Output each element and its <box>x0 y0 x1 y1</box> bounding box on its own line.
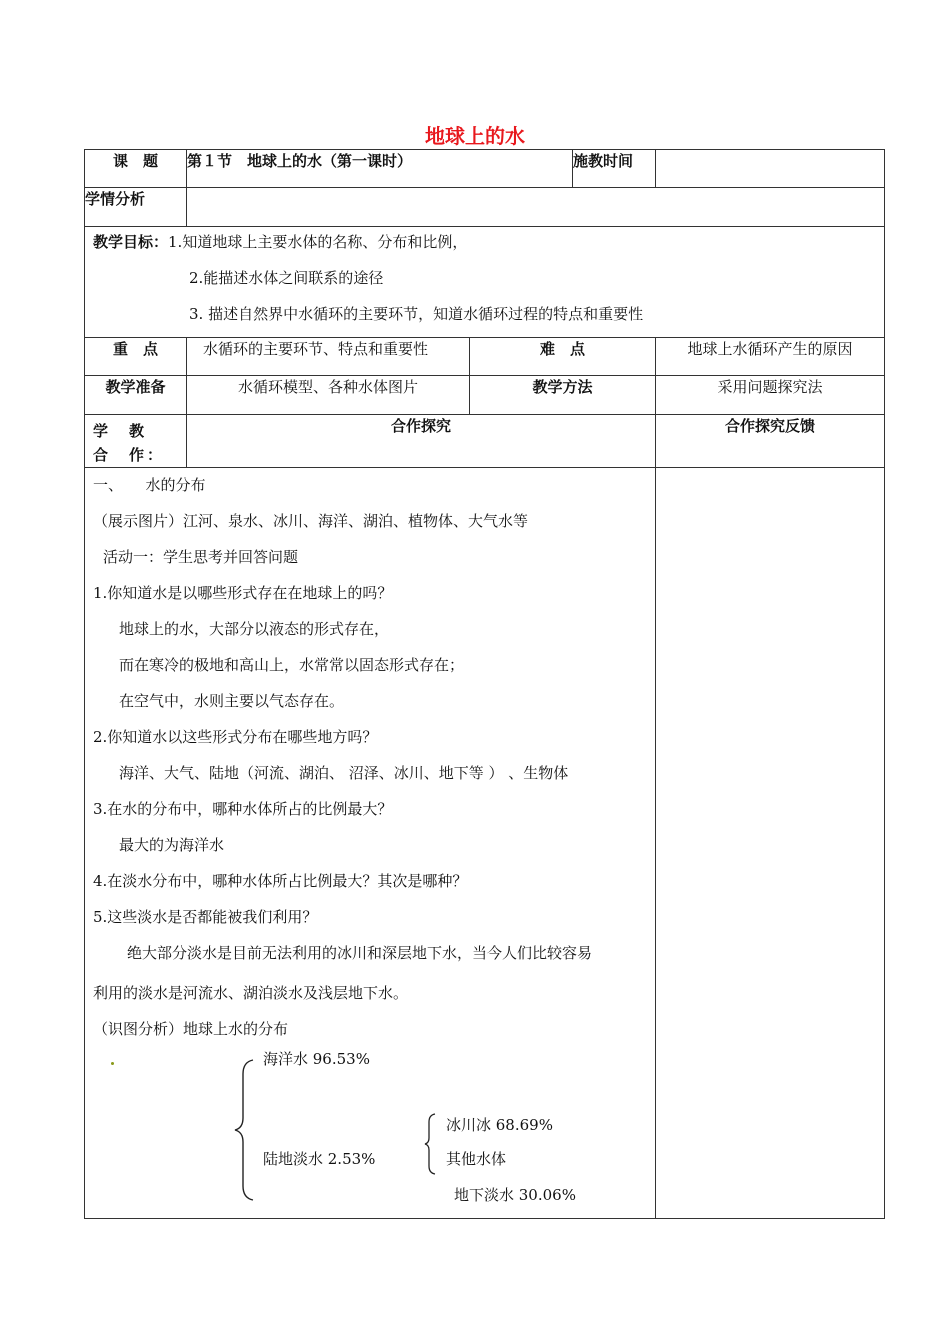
difficulty-value: 地球上水循环产生的原因 <box>656 338 885 376</box>
col-left-header: 学 教 合 作： <box>85 415 187 468</box>
content-line: 绝大部分淡水是目前无法利用的冰川和深层地下水，当今人们比较容易 <box>127 944 593 962</box>
method-value: 采用问题探究法 <box>656 376 885 415</box>
content-line: 地球上的水，大部分以液态的形式存在， <box>119 620 390 638</box>
col-middle-header: 合作探究 <box>187 415 656 468</box>
other-water-label: 其他水体 <box>446 1150 507 1168</box>
page-title: 地球上的水 <box>425 124 525 148</box>
question-3: 3.在水的分布中，哪种水体所占的比例最大？ <box>93 800 393 818</box>
goals-cell <box>85 227 885 338</box>
content-cell <box>85 468 656 1219</box>
analysis-label: 学情分析 <box>85 188 187 227</box>
question-1: 1.你知道水是以哪些形式存在在地球上的吗？ <box>93 584 393 602</box>
diagram-caption: （识图分析）地球上水的分布 <box>93 1020 289 1038</box>
topic-value: 第１节 地球上的水（第一课时） <box>187 150 573 188</box>
content-line: 利用的淡水是河流水、湖泊淡水及浅层地下水。 <box>93 984 409 1002</box>
small-brace-icon <box>423 1112 437 1176</box>
question-4: 4.在淡水分布中，哪种水体所占比例最大？其次是哪种？ <box>93 872 468 890</box>
row-analysis <box>85 188 885 227</box>
topic-label: 课 题 <box>85 150 187 188</box>
question-5: 5.这些淡水是否都能被我们利用？ <box>93 908 318 926</box>
key-point-label: 重 点 <box>85 338 187 376</box>
glacier-label: 冰川冰 68.69% <box>446 1116 553 1134</box>
content-line: 在空气中，水则主要以气态存在。 <box>119 692 345 710</box>
time-label: 施教时间 <box>573 150 656 188</box>
prep-label: 教学准备 <box>85 376 187 415</box>
content-line: 而在寒冷的极地和高山上，水常常以固态形式存在； <box>119 656 465 674</box>
bullet-mark <box>111 1062 114 1065</box>
section-heading: 一、 水的分布 <box>93 476 206 494</box>
time-value <box>656 150 885 188</box>
left-brace-icon <box>233 1058 255 1202</box>
row-goals <box>85 227 885 338</box>
prep-value: 水循环模型、各种水体图片 <box>187 376 470 415</box>
goals-label: 教学目标： <box>93 233 169 251</box>
content-line: （展示图片）江河、泉水、冰川、海洋、湖泊、植物体、大气水等 <box>93 512 529 530</box>
question-2: 2.你知道水以这些形式分布在哪些地方吗？ <box>93 728 378 746</box>
content-line: 最大的为海洋水 <box>119 836 225 854</box>
row-topic <box>85 150 885 188</box>
row-focus <box>85 338 885 376</box>
row-columns <box>85 415 885 468</box>
method-label: 教学方法 <box>470 376 656 415</box>
row-content <box>85 468 885 1219</box>
lesson-plan-table <box>84 149 885 1219</box>
land-freshwater-label: 陆地淡水 2.53% <box>263 1150 376 1168</box>
row-prep <box>85 376 885 415</box>
difficulty-label: 难 点 <box>470 338 656 376</box>
content-line: 海洋、大气、陆地（河流、湖泊、 沼泽、冰川、地下等 ） 、生物体 <box>119 764 569 782</box>
ocean-water-label: 海洋水 96.53% <box>263 1050 370 1068</box>
col-right-header: 合作探究反馈 <box>656 415 885 468</box>
goal-item-3: 3. 描述自然界中水循环的主要环节，知道水循环过程的特点和重要性 <box>189 305 644 323</box>
goal-line-1 <box>93 229 876 265</box>
analysis-value <box>187 188 885 227</box>
groundwater-label: 地下淡水 30.06% <box>454 1186 576 1204</box>
feedback-cell <box>656 468 885 1219</box>
goal-item-2: 2.能描述水体之间联系的途径 <box>189 269 384 287</box>
goal-item-1: 1.知道地球上主要水体的名称、分布和比例， <box>168 233 468 251</box>
key-point-value: 水循环的主要环节、特点和重要性 <box>187 338 470 376</box>
content-line: 活动一：学生思考并回答问题 <box>103 548 299 566</box>
